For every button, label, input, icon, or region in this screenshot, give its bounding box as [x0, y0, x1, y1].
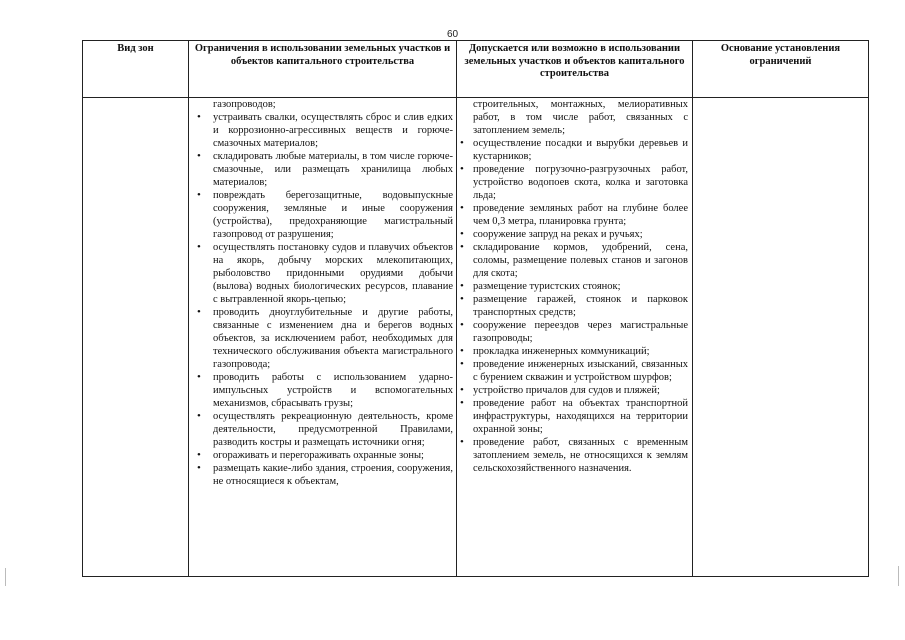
list-item: • устройство причалов для судов и пляжей;	[457, 384, 692, 397]
header-zone-type: Вид зон	[83, 41, 189, 98]
list-item: • проведение работ на объектах транспортной инфраструктуры, находящихся на территории охранной зоны;	[457, 397, 692, 436]
page-number: 60	[446, 29, 459, 40]
list-item: • проведение работ, связанных с временным затоплением земель, не относящихся к землям сельскохозяйственного назначения.	[457, 436, 692, 475]
list-item: • складирование кормов, удобрений, сена, соломы, размещение полевых станов и загонов для скота;	[457, 241, 692, 280]
list-item: • устраивать свалки, осуществлять сброс и слив едких и коррозионно-агрессивных веществ и горюче-смазочных материалов;	[189, 111, 453, 150]
list-item: • огораживать и перегораживать охранные зоны;	[189, 449, 453, 462]
restrictions-list	[189, 98, 456, 488]
list-item: • проводить работы с использованием ударно-импульсных устройств и вспомогательных механизмов, сбрасывать грузы;	[189, 371, 453, 410]
list-item: • проводить дноуглубительные и другие работы, связанные с изменением дна и берегов водных объектов, за исключением работ, необходимых для технического обслуживания объекта магистрального газопровода;	[189, 306, 453, 371]
list-item: • проведение инженерных изысканий, связанных с бурением скважин и устройством шурфов;	[457, 358, 692, 384]
list-item: • повреждать берегозащитные, водовыпускные сооружения, земляные и иные сооружения (устройства), предохраняющие магистральный газопровод от разрушения;	[189, 189, 453, 241]
header-permitted: Допускается или возможно в использовании земельных участков и объектов капитального строительства	[457, 41, 693, 98]
list-item: • прокладка инженерных коммуникаций;	[457, 345, 692, 358]
permitted-list	[457, 98, 692, 475]
list-item: • размещение гаражей, стоянок и парковок транспортных средств;	[457, 293, 692, 319]
list-item: • сооружение запруд на реках и ручьях;	[457, 228, 692, 241]
list-item: • осуществлять рекреационную деятельность, кроме деятельности, предусмотренной Правилами, разводить костры и размещать источники огня;	[189, 410, 453, 449]
cell-zone-type	[83, 98, 189, 577]
list-item: • осуществление посадки и вырубки деревьев и кустарников;	[457, 137, 692, 163]
cell-basis	[693, 98, 869, 577]
list-item: • осуществлять постановку судов и плавучих объектов на якорь, добычу морских млекопитающих, рыболовство придонными орудиями добычи (вылова) водных биологических ресурсов, плавание с вытравленной якорь-цепью;	[189, 241, 453, 306]
scan-edge-mark-left	[5, 568, 6, 586]
list-item: газопроводов;	[213, 99, 276, 110]
zones-table	[82, 40, 869, 577]
cell-permitted	[457, 98, 693, 577]
header-basis: Основание установления ограничений	[693, 41, 869, 98]
scan-edge-mark-right	[898, 566, 899, 586]
list-item: • сооружение переездов через магистральные газопроводы;	[457, 319, 692, 345]
header-restrictions: Ограничения в использовании земельных участков и объектов капитального строительства	[189, 41, 457, 98]
header-row	[83, 41, 869, 98]
table-row	[83, 98, 869, 577]
list-item: строительных, монтажных, мелиоративных работ, в том числе работ, связанных с затоплением земель;	[473, 99, 688, 136]
cell-restrictions	[189, 98, 457, 577]
list-item: • проведение земляных работ на глубине более чем 0,3 метра, планировка грунта;	[457, 202, 692, 228]
list-item: • размещать какие-либо здания, строения, сооружения, не относящиеся к объектам,	[189, 462, 453, 488]
list-item: • проведение погрузочно-разгрузочных работ, устройство водопоев скота, колка и заготовка льда;	[457, 163, 692, 202]
list-item: • складировать любые материалы, в том числе горюче-смазочные, или размещать хранилища любых материалов;	[189, 150, 453, 189]
list-item: • размещение туристских стоянок;	[457, 280, 692, 293]
